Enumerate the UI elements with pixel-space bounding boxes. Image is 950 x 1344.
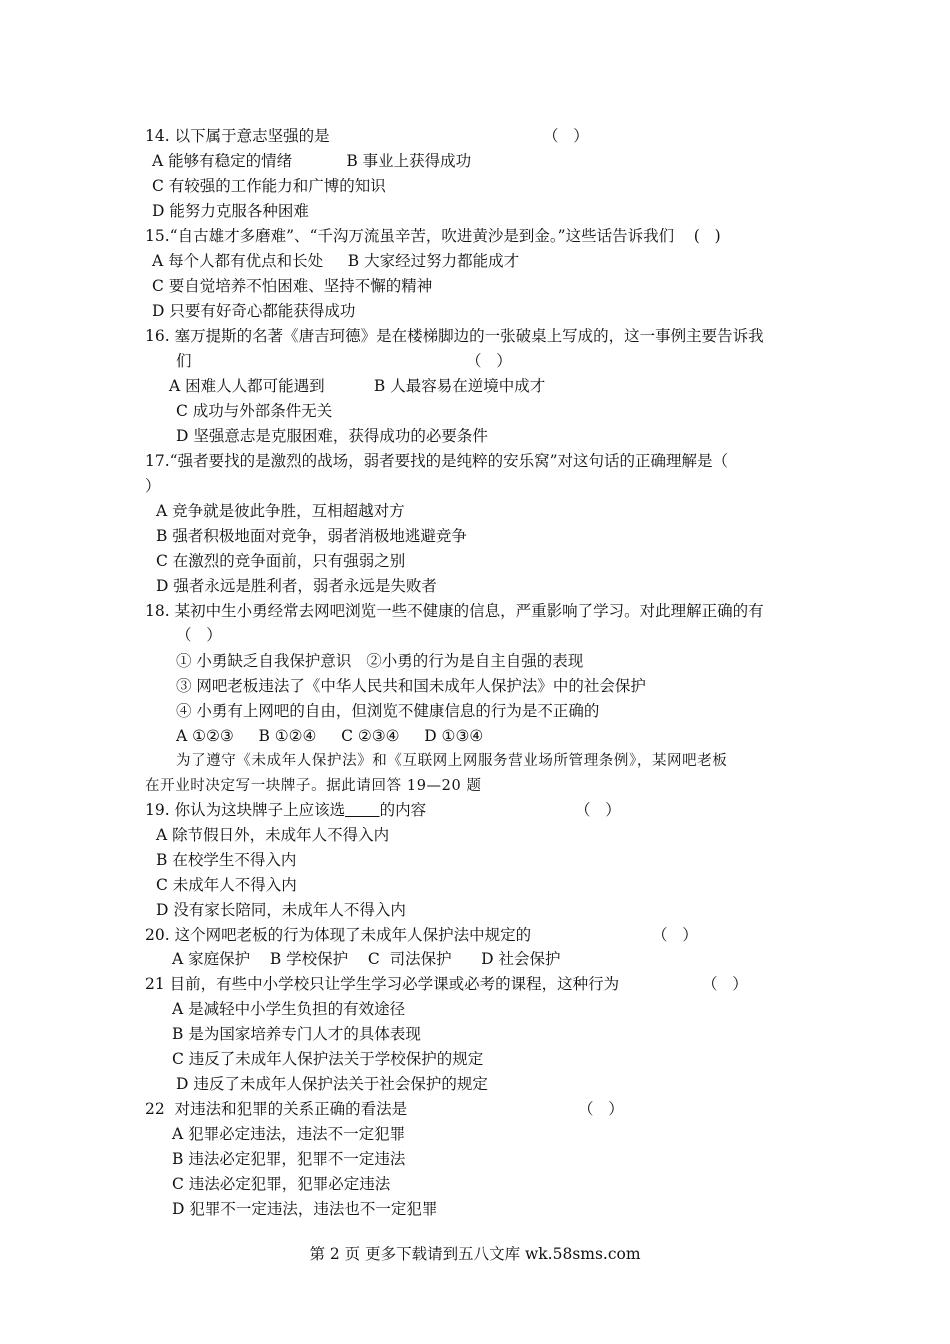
q19-option-a: A 除节假日外，未成年人不得入内 xyxy=(156,826,390,844)
q20-answer-paren: （ ） xyxy=(652,926,698,944)
q18-statement-4: ④ 小勇有上网吧的自由，但浏览不健康信息的行为是不正确的 xyxy=(176,702,600,720)
q17-option-b: B 强者积极地面对竞争，弱者消极地逃避竞争 xyxy=(156,527,467,545)
q15-option-d: D 只要有好奇心都能获得成功 xyxy=(152,302,356,320)
q22-option-d: D 犯罪不一定违法，违法也不一定犯罪 xyxy=(172,1200,438,1218)
q14-option-d: D 能努力克服各种困难 xyxy=(152,202,309,220)
q16-answer-paren: （ ） xyxy=(466,352,512,370)
q20-stem: 20. 这个网吧老板的行为体现了未成年人保护法中规定的 xyxy=(145,926,532,944)
q14-option-c: C 有较强的工作能力和广博的知识 xyxy=(152,177,386,195)
q17-stem-continued: ） xyxy=(145,477,161,495)
q21-answer-paren: （ ） xyxy=(702,975,748,993)
q21-option-d: D 违反了未成年人保护法关于社会保护的规定 xyxy=(176,1075,488,1093)
q20-options: A 家庭保护 B 学校保护 C 司法保护 D 社会保护 xyxy=(172,950,561,968)
q19-option-c: C 未成年人不得入内 xyxy=(156,876,297,894)
q21-option-a: A 是减轻中小学生负担的有效途径 xyxy=(172,1000,406,1018)
q15-stem: 15.“自古雄才多磨难”、“千沟万流虽辛苦，吹进黄沙是到金。”这些话告诉我们 ( ) xyxy=(145,227,721,245)
q14-answer-paren: （ ） xyxy=(543,127,589,145)
q22-option-a: A 犯罪必定违法，违法不一定犯罪 xyxy=(172,1125,406,1143)
q22-answer-paren: （ ） xyxy=(578,1100,624,1118)
q19-stem-start: 19. 你认为这块牌子上应该选 xyxy=(145,801,346,819)
q17-option-c: C 在激烈的竞争面前，只有强弱之别 xyxy=(156,552,406,570)
q15-option-ab: A 每个人都有优点和长处 B 大家经过努力都能成才 xyxy=(152,252,520,270)
q19-answer-blank xyxy=(345,801,380,819)
q16-stem-continued: 们 xyxy=(176,352,192,370)
q19-stem xyxy=(145,798,426,822)
q22-stem: 22 对违法和犯罪的关系正确的看法是 xyxy=(145,1100,408,1118)
q19-stem-end: 的内容 xyxy=(379,801,427,819)
q16-stem: 16. 塞万提斯的名著《唐吉珂德》是在楼梯脚边的一张破桌上写成的，这一事例主要告诉我 xyxy=(145,327,764,345)
q21-stem: 21 目前，有些中小学校只让学生学习必学课或必考的课程，这种行为 xyxy=(145,975,620,993)
q21-option-b: B 是为国家培养专门人才的具体表现 xyxy=(172,1025,421,1043)
q18-stem: 18. 某初中生小勇经常去网吧浏览一些不健康的信息，严重影响了学习。对此理解正确的有 xyxy=(145,602,764,620)
q18-statement-1-2: ① 小勇缺乏自我保护意识 ②小勇的行为是自主自强的表现 xyxy=(176,652,584,670)
q16-option-ab: A 困难人人都可能遇到 B 人最容易在逆境中成才 xyxy=(169,377,546,395)
q18-answer-paren: （ ） xyxy=(176,626,222,644)
q17-stem: 17.“强者要找的是激烈的战场，弱者要找的是纯粹的安乐窝”对这句话的正确理解是（ xyxy=(145,452,729,470)
q18-statement-3: ③ 网吧老板违法了《中华人民共和国未成年人保护法》中的社会保护 xyxy=(176,677,646,695)
q19-option-b: B 在校学生不得入内 xyxy=(156,851,297,869)
q17-option-d: D 强者永远是胜利者，弱者永远是失败者 xyxy=(156,577,437,595)
q16-option-d: D 坚强意志是克服困难，获得成功的必要条件 xyxy=(176,427,488,445)
q21-option-c: C 违反了未成年人保护法关于学校保护的规定 xyxy=(172,1050,484,1068)
q22-option-c: C 违法必定犯罪，犯罪必定违法 xyxy=(172,1175,391,1193)
q22-option-b: B 违法必定犯罪，犯罪不一定违法 xyxy=(172,1150,406,1168)
q16-option-c: C 成功与外部条件无关 xyxy=(176,402,333,420)
q19-option-d: D 没有家长陪同，未成年人不得入内 xyxy=(156,901,406,919)
material-passage-line-2: 在开业时决定写一块牌子。据此请回答 19—20 题 xyxy=(145,778,482,794)
q14-stem: 14. 以下属于意志坚强的是 xyxy=(145,127,330,145)
q19-answer-paren: （ ） xyxy=(575,801,621,819)
q15-option-c: C 要自觉培养不怕困难、坚持不懈的精神 xyxy=(152,277,433,295)
q14-option-ab: A 能够有稳定的情绪 B 事业上获得成功 xyxy=(152,152,472,170)
q17-option-a: A 竞争就是彼此争胜，互相超越对方 xyxy=(156,502,405,520)
material-passage-line-1: 为了遵守《未成年人保护法》和《互联网上网服务营业场所管理条例》，某网吧老板 xyxy=(176,753,728,769)
q18-options: A ①②③ B ①②④ C ②③④ D ①③④ xyxy=(176,727,484,745)
page-footer: 第 2 页 更多下载请到五八文库 wk.58sms.com xyxy=(309,1245,641,1263)
